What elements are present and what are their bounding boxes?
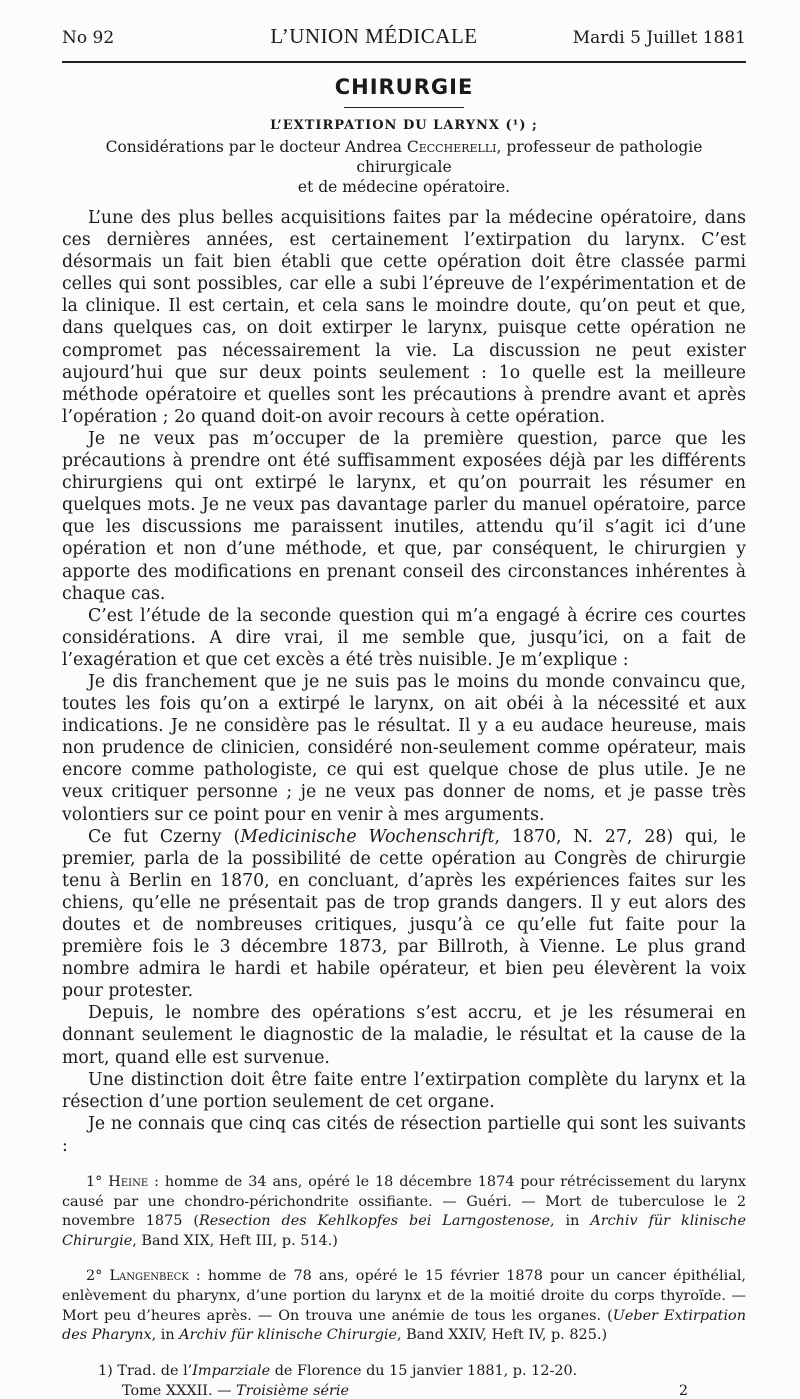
journal-title: L’UNION MÉDICALE	[270, 24, 478, 48]
case-ref-end: , Band XXIV, Heft IV, p. 825.)	[397, 1327, 608, 1344]
footnote-post: de Florence du 15 janvier 1881, p. 12-20.	[270, 1362, 578, 1379]
footer-tome: Tome XXXII. —	[122, 1382, 237, 1399]
paragraph: Je ne veux pas m’occuper de la première question, parce que les précautions à prendre ont été suffisamment exposées déjà par les différents chirurgiens qui ont extirpé le larynx, et qu’on pourrait les résumer en quelques mots. Je ne veux pas davantage parler du manuel opératoire, parce que les discussions me paraissent inutiles, attendu qu’il s’agit ici d’une opération et non d’une méthode, et que, par conséquent, le chirurgien y apporte des modifications en prenant conseil des circonstances inhérentes à chaque cas.	[62, 428, 746, 604]
byline-prefix: Considérations par le docteur Andrea	[105, 138, 407, 156]
running-header	[62, 24, 746, 49]
case-surgeon: Langenbeck	[109, 1268, 189, 1285]
paragraph: Je dis franchement que je ne suis pas le moins du monde convaincu que, toutes les fois qu’on a extirpé le larynx, on ait obéi à la nécessité et aux indications. Je ne considère pas le résultat. Il y a eu audace heureuse, mais non prudence de clinicien, considéré non-seulement comme opérateur, mais encore comme pathologiste, ce qui est quelque chose de plus utile. Je ne veux critiquer personne ; je ne veux pas donner de noms, et je passe très volontiers sur ce point pour en venir à mes arguments.	[62, 671, 746, 825]
issue-number: No 92	[62, 28, 115, 48]
case-text: : homme de 78 ans, opéré le 15 février 1878 pour un cancer épithélial, enlèvement du pharynx, d’une portion du larynx et de la moitié droite du corps thyroïde. — Mort peu d’heures après. — On trouva une anémie de tous les organes. (	[62, 1268, 746, 1324]
paragraph: Je ne connais que cinq cas cités de résection partielle qui sont les suivants :	[62, 1113, 746, 1156]
page-number: 2	[678, 1382, 688, 1399]
header-rule	[62, 61, 746, 63]
case-surgeon: Heine	[108, 1174, 149, 1191]
case-item	[62, 1173, 746, 1251]
czerny-post: , 1870, N. 27, 28) qui, le premier, parla de la possibilité de cette opération au Congrès de chirurgie tenu à Berlin en 1870, en concluant, d’après les expériences faites sur les chiens, qu’elle ne présentait pas de trop grands dangers. Il y eut alors des doutes et de nombreuses critiques, jusqu’à ce qu’elle fut faite pour la première fois le 3 décembre 1873, par Billroth, à Vienne. Le plus grand nombre admira le hardi et habile opérateur, et bien peu élevèrent la voix pour protester.	[62, 826, 746, 1002]
section-title: CHIRURGIE	[334, 75, 474, 99]
footer-volume	[122, 1383, 349, 1399]
article-title: L’EXTIRPATION DU LARYNX (¹) ;	[270, 118, 538, 133]
case-item	[62, 1267, 746, 1345]
case-reference: Ueber Extirpation des Pharynx	[62, 1307, 746, 1344]
czerny-journal: Medicinische Wochenschrift	[240, 826, 495, 847]
footnote-journal: Imparziale	[192, 1362, 271, 1379]
footer-series: Troisième série	[236, 1382, 349, 1399]
case-reference-journal: Archiv für klinische Chirurgie	[179, 1327, 398, 1344]
section-rule	[344, 107, 464, 108]
byline-author: Ceccherelli	[406, 138, 497, 156]
czerny-pre: Ce fut Czerny (	[88, 826, 241, 847]
footnote-pre: 1) Trad. de l’	[98, 1362, 193, 1379]
article-byline	[62, 137, 746, 197]
case-list	[62, 1173, 746, 1346]
paragraph: Une distinction doit être faite entre l’extirpation complète du larynx et la résection d’une portion seulement de cet organe.	[62, 1069, 746, 1112]
case-number: 2°	[86, 1268, 110, 1285]
paragraph: C’est l’étude de la seconde question qui m’a engagé à écrire ces courtes considérations. A dire vrai, il me semble que, jusqu’ici, on a fait de l’exagération et que cet excès a été très nuisible. Je m’explique :	[62, 605, 746, 670]
case-reference-journal: Archiv für klinische Chirurgie	[62, 1213, 747, 1249]
case-text: : homme de 34 ans, opéré le 18 décembre 1874 pour rétrécissement du larynx causé par une chondro-périchondrite ossifiante. — Guéri. — Mort de tuberculose le 2 novembre 1875 (	[62, 1174, 746, 1230]
byline-suffix: , professeur de pathologie chirurgicale	[356, 138, 703, 176]
journal-page	[62, 18, 746, 1399]
paragraph: L’une des plus belles acquisitions faites par la médecine opératoire, dans ces dernières années, est certainement l’extirpation du larynx. C’est désormais un fait bien établi que cette opération doit être classée parmi celles qui sont possibles, car elle a subi l’épreuve de l’expérimentation et de la clinique. Il est certain, et cela sans le moindre doute, qu’on peut et que, dans quelques cas, on doit extirper le larynx, puisque cette opération ne compromet pas nécessairement la vie. La discussion ne peut exister aujourd’hui que sur deux points seulement : 1o quelle est la meilleure méthode opératoire et quelles sont les précautions à prendre avant et après l’opération ; 2o quand doit-on avoir recours à cette opération.	[62, 208, 746, 427]
case-number: 1°	[86, 1174, 109, 1191]
article-body	[62, 207, 746, 1157]
page-footer	[62, 1383, 746, 1399]
case-ref-end: , Band XIX, Heft III, p. 514.)	[132, 1232, 338, 1249]
footnote	[62, 1362, 746, 1381]
case-ref-sep: , in	[151, 1327, 180, 1344]
paragraph: Depuis, le nombre des opérations s’est accru, et je les résumerai en donnant seulement le diagnostic de la maladie, le résultat et la cause de la mort, quand elle est survenue.	[62, 1003, 746, 1068]
issue-date: Mardi 5 Juillet 1881	[572, 28, 746, 48]
case-reference: Resection des Kehlkopfes bei Larngostenose	[198, 1213, 550, 1230]
case-ref-sep: , in	[550, 1213, 591, 1230]
paragraph-czerny	[62, 826, 746, 1003]
byline-line2: et de médecine opératoire.	[297, 178, 511, 196]
